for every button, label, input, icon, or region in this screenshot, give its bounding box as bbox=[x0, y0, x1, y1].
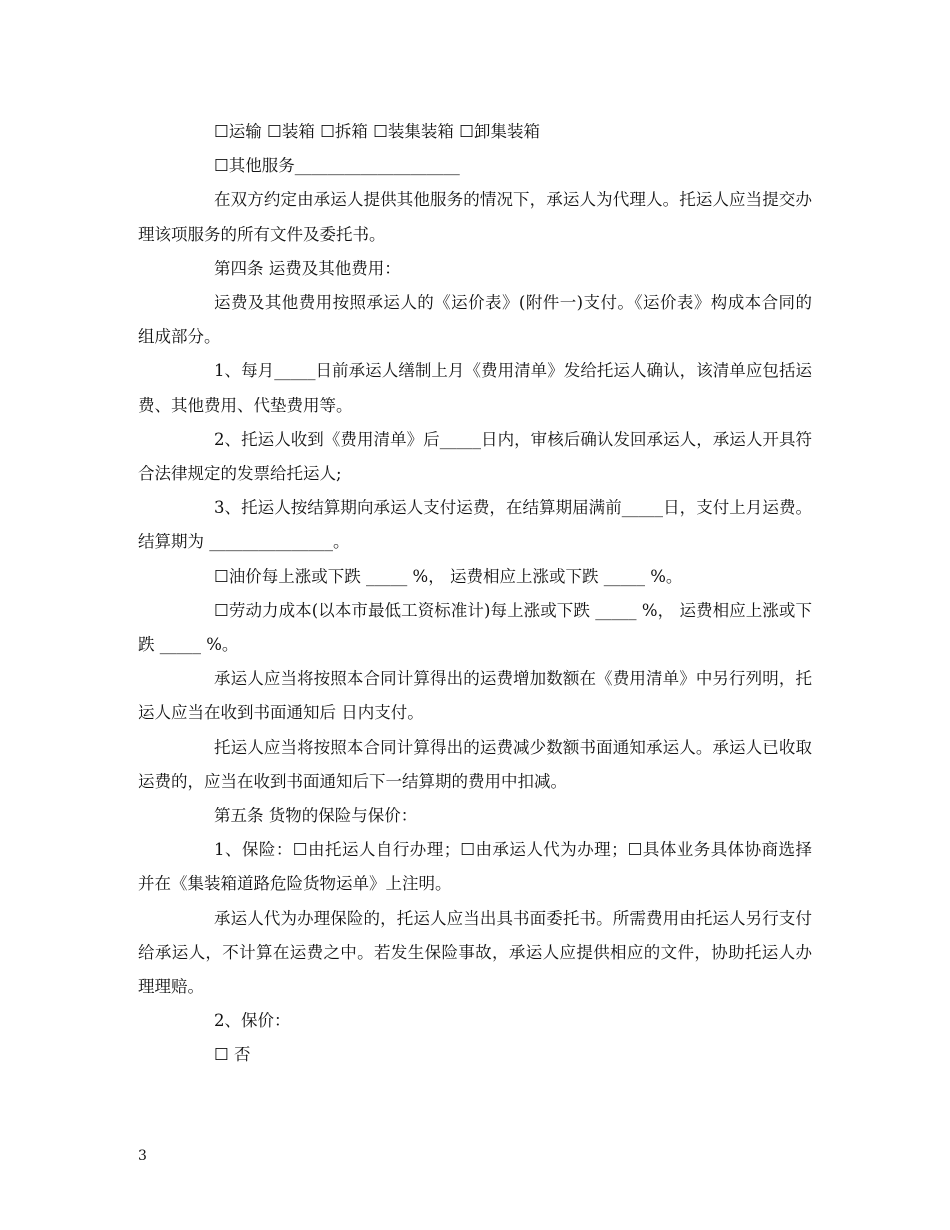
paragraph: 3、托运人按结算期向承运人支付运费，在结算期届满前_____日，支付上月运费。结算期为 _______________。 bbox=[138, 498, 812, 552]
valuation-option-no: ☐ 否 bbox=[214, 1045, 251, 1065]
paragraph: 在双方约定由承运人提供其他服务的情况下，承运人为代理人。托运人应当提交办理该项服务的所有文件及委托书。 bbox=[138, 190, 812, 244]
paragraph: 运费及其他费用按照承运人的《运价表》(附件一)支付。《运价表》构成本合同的组成部分。 bbox=[138, 293, 812, 347]
paragraph: 承运人应当将按照本合同计算得出的运费增加数额在《费用清单》中另行列明，托运人应当在收到书面通知后 日内支付。 bbox=[138, 669, 812, 723]
paragraph: 托运人应当将按照本合同计算得出的运费减少数额书面通知承运人。承运人已收取运费的，应当在收到书面通知后下一结算期的费用中扣减。 bbox=[138, 737, 812, 791]
service-options-line: ☐运输 ☐装箱 ☐拆箱 ☐装集装箱 ☐卸集装箱 bbox=[214, 122, 540, 141]
paragraph: 1、每月_____日前承运人缮制上月《费用清单》发给托运人确认，该清单应包括运费、其他费用、代垫费用等。 bbox=[138, 361, 812, 415]
labor-cost-clause: ☐劳动力成本(以本市最低工资标准计)每上涨或下跌 _____ %， 运费相应上涨或下跌 _____ %。 bbox=[138, 600, 812, 655]
article-5-heading: 第五条 货物的保险与保价： bbox=[214, 806, 418, 826]
other-services-line: ☐其他服务____________________ bbox=[214, 156, 460, 176]
paragraph: 承运人代为办理保险的，托运人应当出具书面委托书。所需费用由托运人另行支付给承运人，不计算在运费之中。若发生保险事故，承运人应提供相应的文件，协助托运人办理理赔。 bbox=[138, 908, 812, 997]
page-number: 3 bbox=[138, 1148, 147, 1164]
valuation-heading: 2、保价： bbox=[214, 1011, 291, 1031]
article-4-heading: 第四条 运费及其他费用： bbox=[214, 258, 401, 278]
paragraph: 2、托运人收到《费用清单》后_____日内，审核后确认发回承运人，承运人开具符合法律规定的发票给托运人; bbox=[138, 429, 812, 484]
document-body bbox=[138, 115, 812, 1073]
fuel-price-clause: ☐油价每上涨或下跌 _____ %， 运费相应上涨或下跌 _____ %。 bbox=[214, 566, 683, 586]
insurance-clause: 1、保险：☐由托运人自行办理；☐由承运人代为办理；☐具体业务具体协商选择并在《集装箱道路危险货物运单》上注明。 bbox=[138, 840, 812, 894]
